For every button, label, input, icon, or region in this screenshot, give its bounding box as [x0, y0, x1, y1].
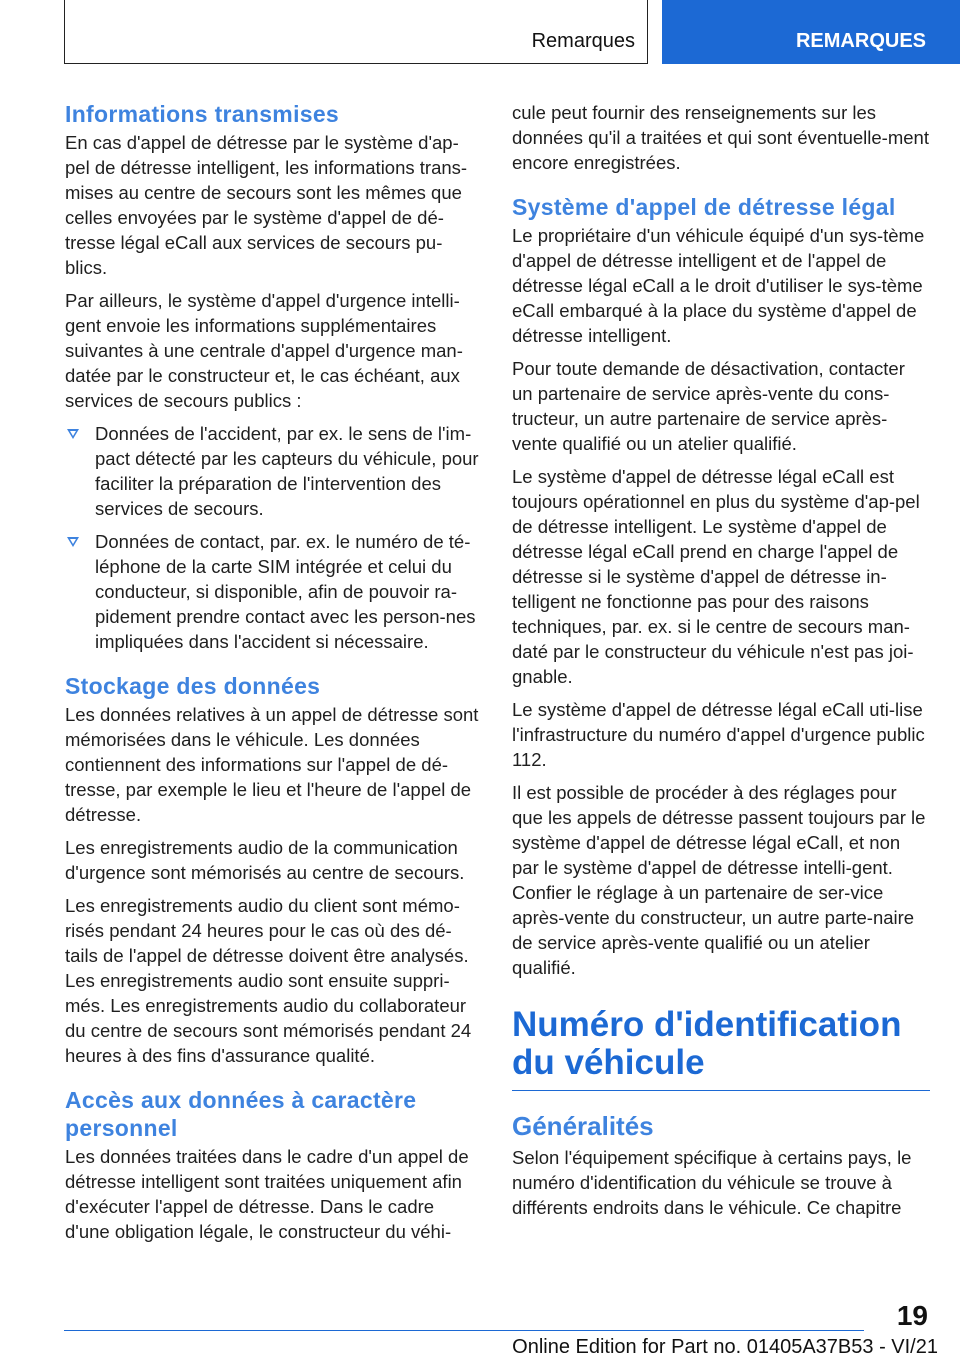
triangle-bullet-icon: [67, 537, 79, 547]
chapter-title: Numéro d'identification du véhicule: [512, 1006, 930, 1091]
paragraph: Les enregistrements audio du client sont mémo-risés pendant 24 heures pour le cas où des dé-tails de l'appel de détresse doivent être analysés. Les enregistrements audio sont ensuite suppri-més. Les enregistrements audio du collaborateur du centre de secours sont mémorisés pendant 24 heures à des fins d'assurance qualité.: [65, 895, 472, 1066]
section-title: Informations transmises: [65, 101, 340, 127]
footer-edition-text: Online Edition for Part no. 01405A37B53 - VI/21: [512, 1336, 938, 1358]
section-generalites: [512, 1111, 930, 1220]
section-acces-aux-donnees: [65, 1086, 483, 1244]
section-informations-transmises: [65, 100, 483, 654]
list-item-text: Données de contact, par. ex. le numéro de té-léphone de la carte SIM intégrée et celui du conducteur, si disponible, afin de pouvoir ra-pidement prendre contact avec les person-nes impliquées dans l'accident si nécessaire.: [95, 531, 476, 652]
triangle-bullet-icon: [67, 429, 79, 439]
paragraph: Le propriétaire d'un véhicule équipé d'un sys-tème d'appel de détresse intelligent et de l'appel de détresse légal eCall a le droit d'utiliser le sys-tème eCall embarqué à la place du système d'appel de détresse intelligent.: [512, 225, 925, 346]
bullet-list: [65, 421, 483, 654]
list-item: [65, 421, 483, 521]
subsection-title: Généralités: [512, 1111, 654, 1141]
list-item: [65, 529, 483, 654]
header-section-box: [64, 0, 648, 64]
section-title: Stockage des données: [65, 673, 321, 699]
paragraph: En cas d'appel de détresse par le système d'ap-pel de détresse intelligent, les informations trans-mises au centre de secours sont les mêmes que celles envoyées par le système d'appel de dé-tresse légal eCall aux services de secours pu-blics.: [65, 132, 468, 278]
right-column: [512, 100, 930, 1228]
paragraph: Par ailleurs, le système d'appel d'urgence intelli-gent envoie les informations supplémentaires suivantes à une centrale d'appel d'urgence man-datée par le constructeur et, le cas échéant, aux services de secours publics :: [65, 290, 463, 411]
paragraph: Il est possible de procéder à des réglages pour que les appels de détresse passent toujours par le système d'appel de détresse légal eCall, et non par le système d'appel de détresse intelli-gent. Confier le réglage à un partenaire de ser-vice après-vente du constructeur, un autre parte-naire de service après-vente qualifié ou un atelier qualifié.: [512, 782, 926, 978]
header-chapter-tab: [662, 0, 960, 64]
paragraph: Les données relatives à un appel de détresse sont mémorisées dans le véhicule. Les données contiennent des informations sur l'appel de dé-tresse, par exemple le lieu et l'heure de l'appel de détresse.: [65, 704, 479, 825]
paragraph: Selon l'équipement spécifique à certains pays, le numéro d'identification du véhicule se trouve à différents endroits dans le véhicule. Ce chapitre: [512, 1147, 912, 1218]
list-item-text: Données de l'accident, par ex. le sens de l'im-pact détecté par les capteurs du véhicule, pour faciliter la préparation de l'intervention des services de secours.: [95, 423, 479, 519]
section-title: Système d'appel de détresse légal: [512, 194, 896, 220]
header-chapter-label: REMARQUES: [795, 30, 926, 52]
paragraph: Les enregistrements audio de la communication d'urgence sont mémorisés au centre de secours.: [65, 837, 465, 883]
paragraph-continued: cule peut fournir des renseignements sur les données qu'il a traitées et qui sont éventuelle-ment encore enregistrées.: [512, 102, 929, 173]
section-title: Accès aux données à caractère personnel: [65, 1087, 417, 1141]
paragraph: Le système d'appel de détresse légal eCall uti-lise l'infrastructure du numéro d'appel d'urgence public 112.: [512, 699, 925, 770]
paragraph: Pour toute demande de désactivation, contacter un partenaire de service après-vente du cons-tructeur, un autre partenaire de service après-vente qualifié ou un atelier qualifié.: [512, 358, 905, 454]
section-stockage-des-donnees: [65, 672, 483, 1068]
footer-divider: [64, 1330, 864, 1331]
paragraph: Le système d'appel de détresse légal eCall est toujours opérationnel en plus du système d'ap-pel de détresse intelligent. Le système d'appel de détresse légal eCall prend en charge l'appel de détresse si le système d'appel de détresse in-telligent ne fonctionne pas pour des raisons techniques, par. ex. si le centre de secours man-daté par le constructeur du véhicule n'est pas joi-gnable.: [512, 466, 920, 687]
paragraph: Les données traitées dans le cadre d'un appel de détresse intelligent sont traitées uniquement afin d'exécuter l'appel de détresse. Dans le cadre d'une obligation légale, le constructeur du véhi-: [65, 1146, 469, 1242]
section-systeme-appel-legal: [512, 193, 930, 980]
header-section-label: Remarques: [531, 30, 635, 52]
page-number: 19: [896, 1300, 928, 1331]
left-column: [65, 100, 483, 1252]
